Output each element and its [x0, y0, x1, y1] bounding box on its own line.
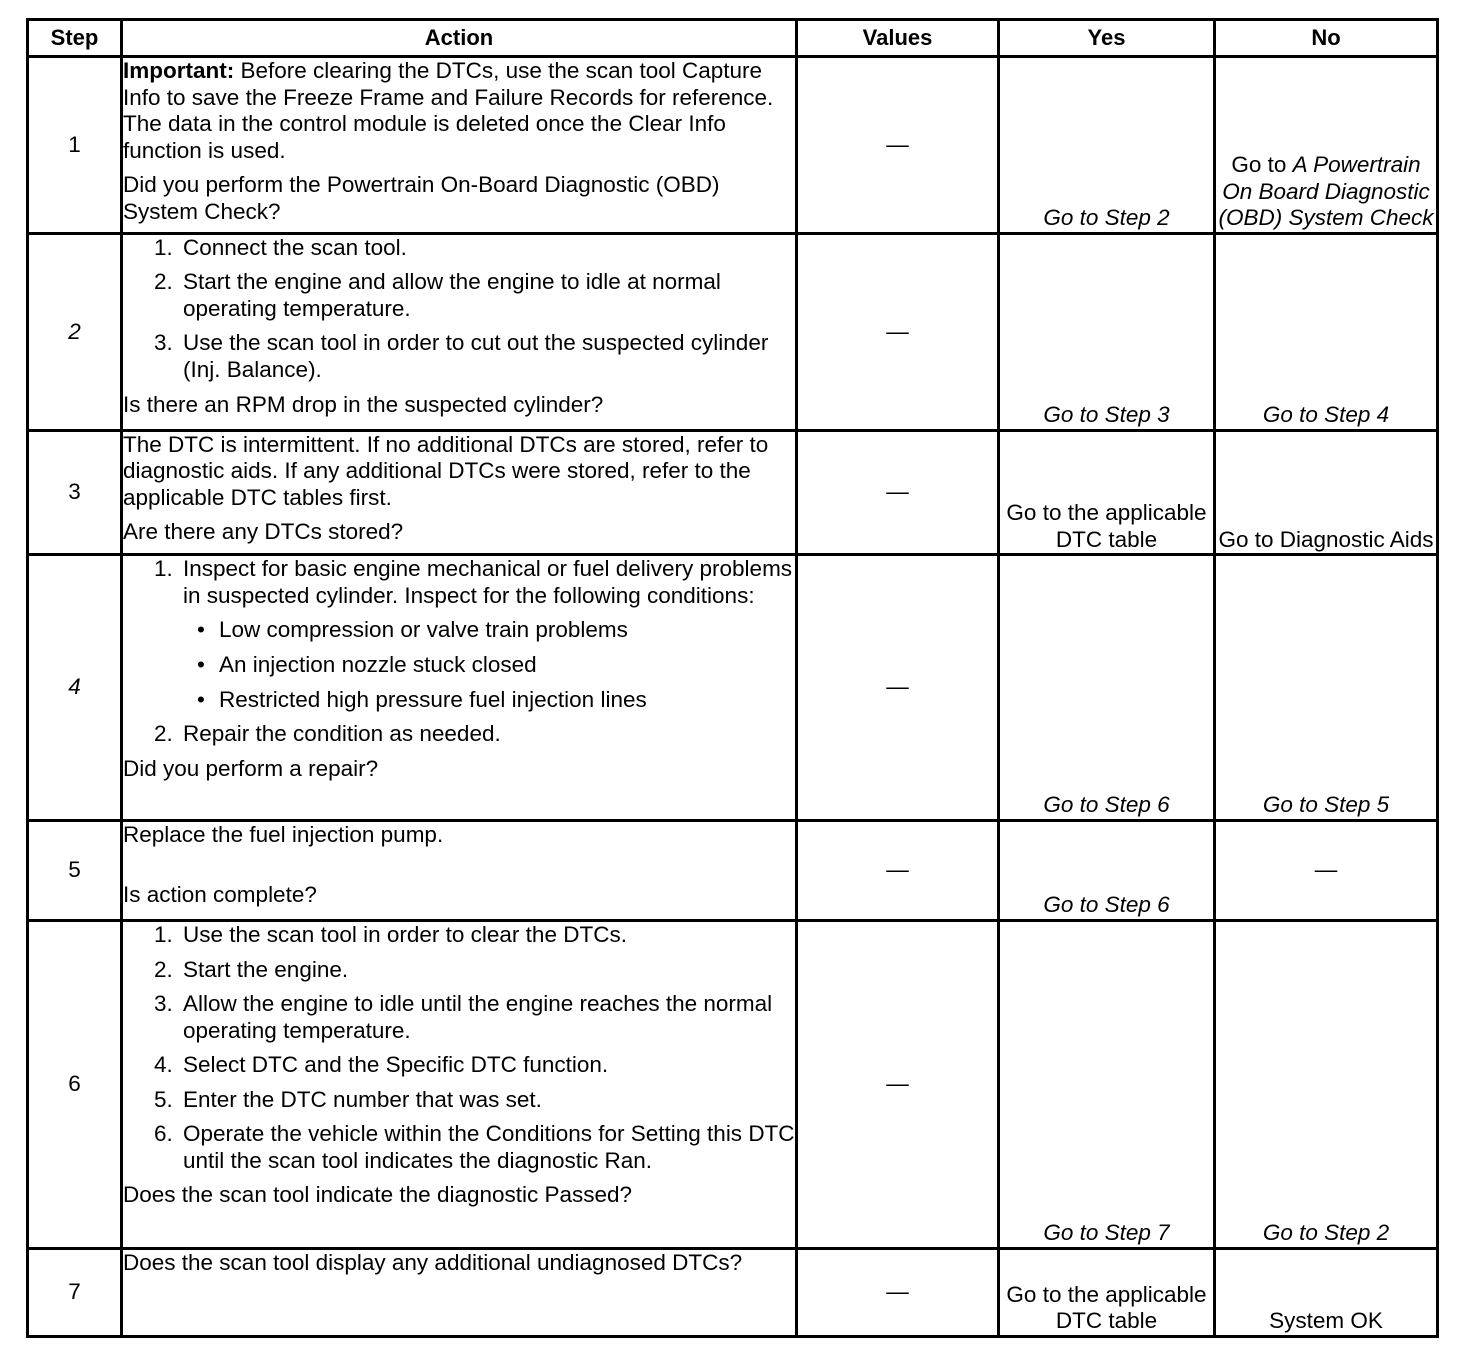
action-cell [122, 921, 797, 1249]
no-cell: System OK [1215, 1248, 1438, 1336]
values-cell: — [797, 57, 999, 234]
header-yes: Yes [999, 20, 1215, 57]
table-row [28, 555, 1438, 820]
table-row [28, 57, 1438, 234]
list-item: 4. Select DTC and the Specific DTC function. [179, 1052, 795, 1079]
table-row [28, 820, 1438, 920]
list-item: 1. Connect the scan tool. [179, 235, 795, 262]
spacer [123, 856, 795, 882]
action-question: Are there any DTCs stored? [123, 519, 404, 545]
bullet-item: • An injection nozzle stuck closed [219, 652, 795, 679]
header-step: Step [28, 20, 122, 57]
action-cell [122, 1248, 797, 1336]
action-cell [122, 233, 797, 430]
step-number: 5 [28, 820, 122, 920]
no-cell: — [1215, 820, 1438, 920]
yes-cell: Go to Step 6 [999, 820, 1215, 920]
values-cell: — [797, 1248, 999, 1336]
no-cell: Go to Step 5 [1215, 555, 1438, 820]
action-cell [122, 430, 797, 555]
action-cell [122, 820, 797, 920]
yes-cell: Go to Step 7 [999, 921, 1215, 1249]
table-row [28, 430, 1438, 555]
header-row [28, 20, 1438, 57]
values-cell: — [797, 555, 999, 820]
step-number: 2 [28, 233, 122, 430]
action-question: Is there an RPM drop in the suspected cylinder? [123, 391, 604, 417]
header-no: No [1215, 20, 1438, 57]
yes-cell: Go to Step 6 [999, 555, 1215, 820]
list-item: 3. Use the scan tool in order to cut out the suspected cylinder (Inj. Balance). [179, 330, 795, 383]
step-number: 6 [28, 921, 122, 1249]
no-link: A Powertrain On Board Diagnostic (OBD) System Check [1218, 152, 1434, 231]
header-values: Values [797, 20, 999, 57]
bullet-item: • Restricted high pressure fuel injection lines [219, 687, 795, 714]
bullet-item: • Low compression or valve train problems [219, 617, 795, 644]
action-question: Does the scan tool indicate the diagnostic Passed? [123, 1182, 633, 1208]
list-item: 2. Repair the condition as needed. [179, 721, 795, 748]
action-question: Did you perform the Powertrain On-Board Diagnostic (OBD) System Check? [123, 172, 720, 224]
action-text: The DTC is intermittent. If no additional DTCs are stored, refer to diagnostic aids. If any additional DTCs were stored, refer to the applicable DTC tables first. [123, 431, 769, 510]
yes-cell: Go to Step 2 [999, 57, 1215, 234]
condition-list [183, 617, 795, 713]
table-row [28, 921, 1438, 1249]
action-list [123, 556, 795, 747]
step-number: 7 [28, 1248, 122, 1336]
list-item: 2. Start the engine. [179, 957, 795, 984]
table-row [28, 233, 1438, 430]
no-cell: Go to Step 2 [1215, 921, 1438, 1249]
important-text: Before clearing the DTCs, use the scan tool Capture Info to save the Freeze Frame and Failure Records for reference. The data in the control module is deleted once the Clear Info function is used. [123, 58, 774, 163]
action-question: Does the scan tool display any additional undiagnosed DTCs? [123, 1249, 743, 1275]
yes-cell: Go to the applicable DTC table [999, 1248, 1215, 1336]
no-cell: Go to Diagnostic Aids [1215, 430, 1438, 555]
step-number: 4 [28, 555, 122, 820]
step-number: 3 [28, 430, 122, 555]
no-cell [1215, 57, 1438, 234]
step-number: 1 [28, 57, 122, 234]
values-cell: — [797, 233, 999, 430]
no-cell: Go to Step 4 [1215, 233, 1438, 430]
values-cell: — [797, 820, 999, 920]
list-item-text: Inspect for basic engine mechanical or fuel delivery problems in suspected cylinder. Inspect for the following conditions: [183, 556, 793, 608]
table-row [28, 1248, 1438, 1336]
list-item: 1. Use the scan tool in order to clear the DTCs. [179, 922, 795, 949]
list-item: 6. Operate the vehicle within the Conditions for Setting this DTC until the scan tool indicates the diagnostic Ran. [179, 1121, 795, 1174]
action-text: Replace the fuel injection pump. [123, 821, 444, 847]
action-question: Is action complete? [123, 882, 317, 908]
values-cell: — [797, 430, 999, 555]
list-item: 5. Enter the DTC number that was set. [179, 1087, 795, 1114]
header-action: Action [122, 20, 797, 57]
list-item [179, 556, 795, 713]
action-cell [122, 555, 797, 820]
list-item: 3. Allow the engine to idle until the engine reaches the normal operating temperature. [179, 991, 795, 1044]
action-list [123, 922, 795, 1174]
action-cell [122, 57, 797, 234]
no-prefix: Go to [1231, 152, 1293, 178]
values-cell: — [797, 921, 999, 1249]
action-question: Did you perform a repair? [123, 755, 379, 781]
action-list [123, 235, 795, 384]
list-item: 2. Start the engine and allow the engine to idle at normal operating temperature. [179, 269, 795, 322]
diagnostic-table [26, 18, 1439, 1338]
yes-cell: Go to the applicable DTC table [999, 430, 1215, 555]
important-label: Important: [123, 58, 235, 83]
important-note [123, 58, 795, 164]
yes-cell: Go to Step 3 [999, 233, 1215, 430]
